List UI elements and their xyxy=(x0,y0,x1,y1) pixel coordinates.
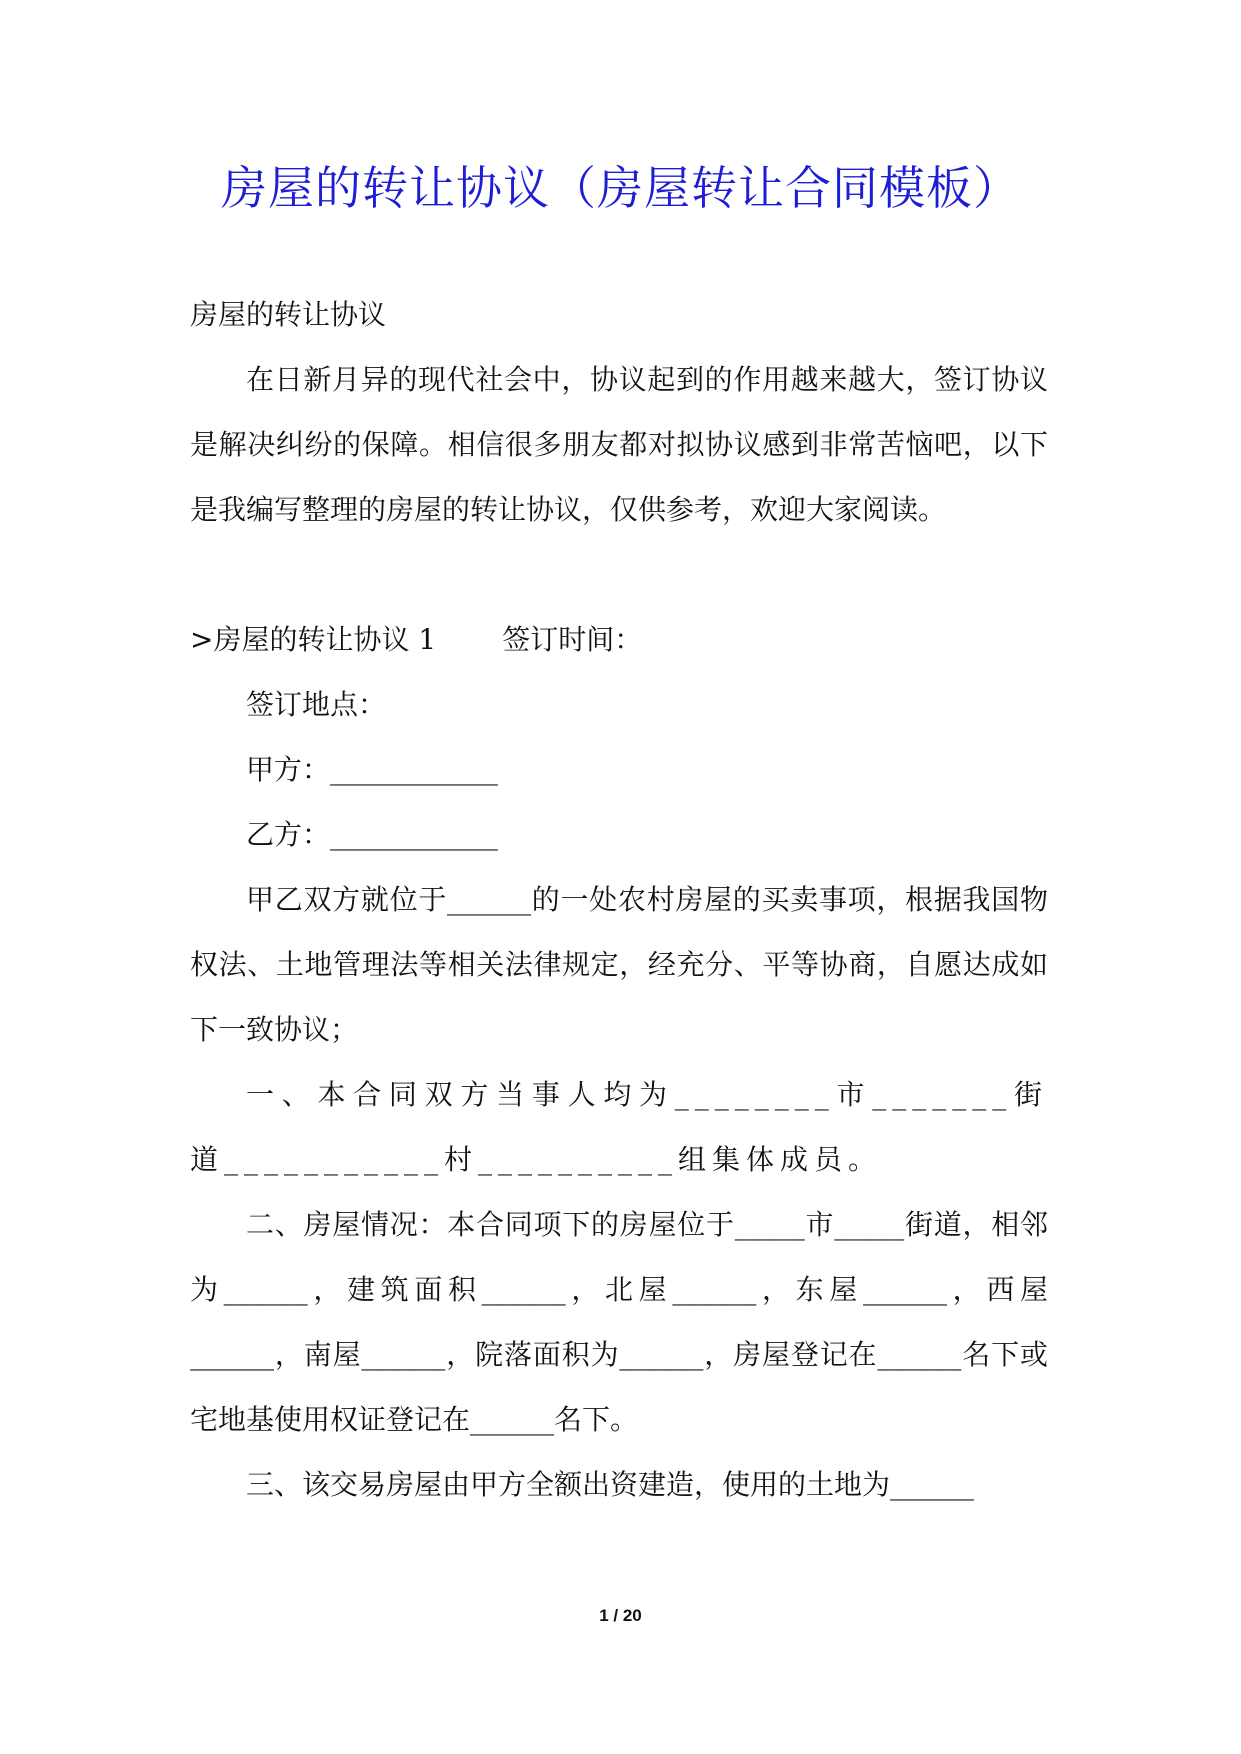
sign-place: 签订地点： xyxy=(246,688,387,721)
clause-3: 三、该交易房屋由甲方全额出资建造，使用的土地为______ xyxy=(246,1468,975,1501)
party-b: 乙方：____________ xyxy=(246,818,499,851)
agreement-paragraph: 甲乙双方就位于______的一处农村房屋的买卖事项，根据我国物权法、土地管理法等相关法律规定，经充分、平等协商，自愿达成如下一致协议； xyxy=(190,883,1048,1046)
document-title: 房屋的转让协议（房屋转让合同模板） xyxy=(221,161,1020,215)
section-heading-line xyxy=(190,607,1048,672)
page-number: 1 / 20 xyxy=(599,1606,642,1625)
document-body xyxy=(190,282,1048,1517)
clause-1: 一、本合同双方当事人均为________市_______街道___________村__________组集体成员。 xyxy=(190,1078,1048,1176)
subtitle: 房屋的转让协议 xyxy=(190,298,387,331)
intro-paragraph: 在日新月异的现代社会中，协议起到的作用越来越大，签订协议是解决纠纷的保障。相信很多朋友都对拟协议感到非常苦恼吧，以下是我编写整理的房屋的转让协议，仅供参考，欢迎大家阅读。 xyxy=(190,363,1048,526)
clause-2: 二、房屋情况：本合同项下的房屋位于_____市_____街道，相邻为______，建筑面积______，北屋______，东屋______，西屋______，南屋______，院落面积为______，房屋登记在______名下或宅地基使用权证登记在______名下。 xyxy=(190,1208,1048,1436)
sign-time: 签订时间： xyxy=(502,623,643,656)
section-heading: >房屋的转让协议 1 xyxy=(190,623,437,656)
party-a: 甲方：____________ xyxy=(246,753,499,786)
spacer xyxy=(190,542,1048,607)
